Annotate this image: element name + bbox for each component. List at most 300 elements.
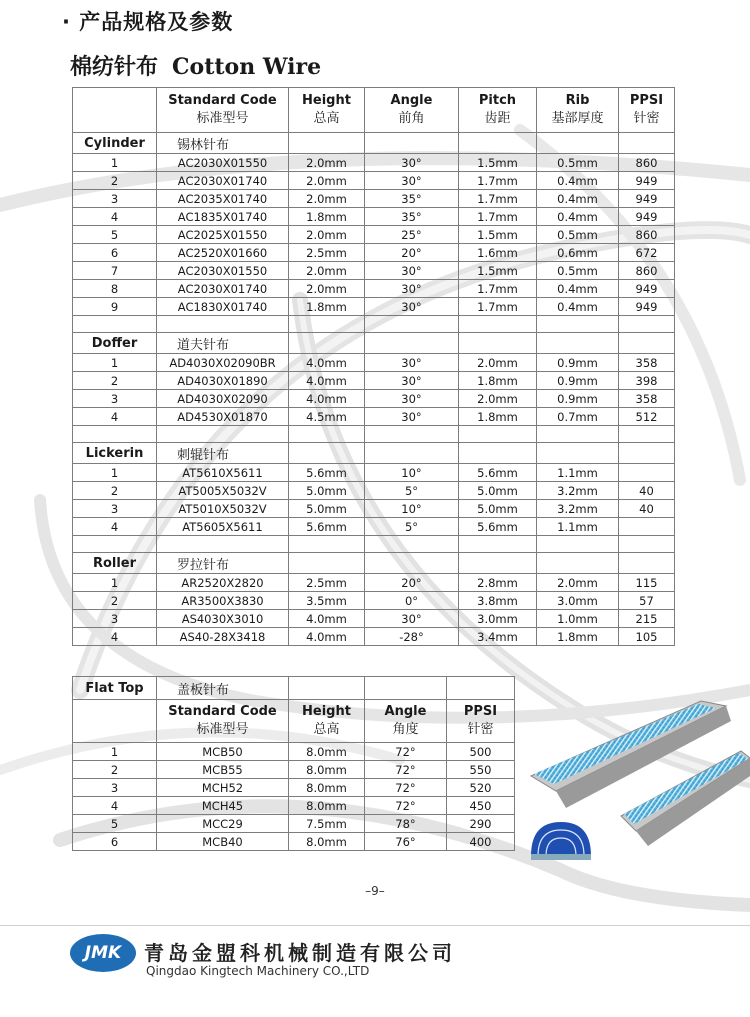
table-cell: 30° [365,262,459,280]
empty-cell [289,443,365,464]
table-row [73,761,515,779]
table-cell: 860 [619,262,675,280]
empty-cell [537,553,619,574]
table-cell: 3 [73,610,157,628]
table-row [73,797,515,815]
table-row [73,833,515,851]
table-row [73,298,675,316]
table-cell: 290 [447,815,515,833]
section-row [73,443,675,464]
table-cell: 57 [619,592,675,610]
header-cell [73,88,157,133]
empty-cell [289,333,365,354]
table-cell: AC2030X01740 [157,172,289,190]
header-label-cn: 针密 [633,111,660,126]
table-cell: MCB40 [157,833,289,851]
empty-cell [459,443,537,464]
table-cell: 0.9mm [537,372,619,390]
section-row [73,553,675,574]
table-row [73,208,675,226]
flat-top-spec-table [72,676,515,851]
company-logo: JMK [70,934,136,972]
table-cell: 30° [365,298,459,316]
table-cell: 2.5mm [289,574,365,592]
table-cell: 1 [73,743,157,761]
table-cell: 1.5mm [459,154,537,172]
empty-cell [619,553,675,574]
table-cell: 72° [365,779,447,797]
table-cell: 7.5mm [289,815,365,833]
table-row [73,190,675,208]
section-name-en: Doffer [73,333,157,354]
table-row [73,482,675,500]
table-cell: 105 [619,628,675,646]
table-cell: AC2035X01740 [157,190,289,208]
table-cell: AD4030X01890 [157,372,289,390]
table-row [73,592,675,610]
table-cell: 1.8mm [289,208,365,226]
table-cell: 3 [73,779,157,797]
header-label-en: Pitch [478,93,517,108]
header-label-cn: 针密 [467,722,494,737]
table-row [73,628,675,646]
table-cell: 2 [73,482,157,500]
table-cell: 2.0mm [289,154,365,172]
section-row [73,133,675,154]
table-cell: MCH45 [157,797,289,815]
section-name-cn: 罗拉针布 [157,553,289,574]
table-cell: 2.0mm [289,172,365,190]
table-cell: 0.5mm [537,154,619,172]
table-row [73,172,675,190]
table-cell: 2 [73,761,157,779]
empty-cell [459,133,537,154]
header-label-cn: 齿距 [484,111,511,126]
empty-cell [459,333,537,354]
empty-cell [537,133,619,154]
table-cell: 5 [73,226,157,244]
empty-cell [459,553,537,574]
table-cell: AC2520X01660 [157,244,289,262]
table-cell: 1.1mm [537,518,619,536]
table-cell: 4 [73,518,157,536]
table-row [73,779,515,797]
table-cell: AC2030X01550 [157,154,289,172]
table-cell: 0.4mm [537,298,619,316]
table-cell: 4.0mm [289,372,365,390]
empty-cell [619,536,675,553]
table-cell: 0.9mm [537,390,619,408]
table-cell: AD4030X02090 [157,390,289,408]
table-cell: 0.5mm [537,226,619,244]
footer-divider [0,925,750,926]
table-cell: 0.6mm [537,244,619,262]
header-label-en: PPSI [629,93,664,108]
table-cell: 20° [365,574,459,592]
header-cell [157,700,289,743]
table-cell: 3.0mm [537,592,619,610]
table-cell: 1 [73,154,157,172]
table-cell: 5.0mm [459,500,537,518]
table-row [73,408,675,426]
table-cell: 1.8mm [459,408,537,426]
table-cell: 1.0mm [537,610,619,628]
header-label-en: Standard Code [168,93,277,108]
table-cell: 5° [365,482,459,500]
table-cell: 1.1mm [537,464,619,482]
table-cell: AR3500X3830 [157,592,289,610]
table-cell: 35° [365,190,459,208]
table-row [73,815,515,833]
table-cell: 1.7mm [459,172,537,190]
table-cell: 5.6mm [289,518,365,536]
empty-cell [73,426,157,443]
empty-cell [619,426,675,443]
table-cell: MCH52 [157,779,289,797]
table-cell: 40 [619,482,675,500]
table-cell: 7 [73,262,157,280]
table-cell: MCC29 [157,815,289,833]
empty-cell [157,316,289,333]
table-cell: 4 [73,797,157,815]
section-name-en: Flat Top [73,677,157,700]
table-cell: 2 [73,172,157,190]
table-cell: 3.2mm [537,482,619,500]
table-cell: 2.0mm [289,190,365,208]
header-label-cn: 总高 [313,722,340,737]
table-cell: 1.5mm [459,226,537,244]
section-name-en: Lickerin [73,443,157,464]
table-cell: 115 [619,574,675,592]
table-cell: 512 [619,408,675,426]
table-cell: 0.4mm [537,208,619,226]
table-row [73,354,675,372]
table-cell: 358 [619,390,675,408]
table-cell: 1.7mm [459,280,537,298]
table-cell: 550 [447,761,515,779]
empty-cell [365,426,459,443]
table-cell: 5.6mm [459,464,537,482]
table-cell: 5.6mm [459,518,537,536]
table-cell: 3.2mm [537,500,619,518]
table-cell: 2.0mm [459,354,537,372]
table-cell: 5.6mm [289,464,365,482]
table-cell: AR2520X2820 [157,574,289,592]
table-cell: 40 [619,500,675,518]
table-cell: MCB50 [157,743,289,761]
table-cell: 10° [365,500,459,518]
table-cell: AC2030X01740 [157,280,289,298]
empty-cell [537,536,619,553]
table-row [73,280,675,298]
table-cell: 4.0mm [289,390,365,408]
table-cell: 0.9mm [537,354,619,372]
table-cell: 3.0mm [459,610,537,628]
table-cell: 30° [365,610,459,628]
table-cell: 5° [365,518,459,536]
empty-cell [459,536,537,553]
header-cell [157,88,289,133]
section-name-cn: 盖板针布 [157,677,289,700]
table-cell: 1.7mm [459,298,537,316]
table-cell: 1 [73,354,157,372]
table-cell: 2.5mm [289,244,365,262]
company-name-en: Qingdao Kingtech Machinery CO.,LTD [146,964,370,978]
empty-cell [619,316,675,333]
table-cell: 72° [365,743,447,761]
table-cell: 860 [619,154,675,172]
header-row [73,88,675,133]
table-cell: 25° [365,226,459,244]
table-cell: 8 [73,280,157,298]
header-label-cn: 前角 [398,111,425,126]
table-cell: 949 [619,280,675,298]
empty-cell [365,333,459,354]
header-cell [73,700,157,743]
table-cell: 949 [619,298,675,316]
empty-cell [619,133,675,154]
table-cell: 672 [619,244,675,262]
table-cell: 8.0mm [289,743,365,761]
table-row [73,464,675,482]
section-name-en: Cylinder [73,133,157,154]
empty-cell [73,316,157,333]
header-cell [289,700,365,743]
empty-cell [365,553,459,574]
empty-cell [289,677,365,700]
table-row [73,244,675,262]
table-cell: AC2030X01550 [157,262,289,280]
table-cell: 30° [365,390,459,408]
table-cell: 3.4mm [459,628,537,646]
table-cell: 5 [73,815,157,833]
table-cell: 0.5mm [537,262,619,280]
header-cell [289,88,365,133]
empty-cell [289,133,365,154]
table-cell: 30° [365,172,459,190]
table-cell: MCB55 [157,761,289,779]
header-label-en: Angle [384,704,427,719]
table-cell: AT5005X5032V [157,482,289,500]
table-cell: 3.5mm [289,592,365,610]
empty-cell [289,536,365,553]
header-label-en: Height [302,93,351,108]
header-label-en: PPSI [463,704,498,719]
header-label-cn: 基部厚度 [551,111,604,126]
empty-cell [365,316,459,333]
table-row [73,390,675,408]
table-cell: 30° [365,408,459,426]
table-cell: 0.7mm [537,408,619,426]
spacer-row [73,536,675,553]
empty-cell [289,426,365,443]
table-cell: 1 [73,574,157,592]
table-cell: 6 [73,244,157,262]
table-cell [619,464,675,482]
table-cell: 215 [619,610,675,628]
table-cell: AD4530X01870 [157,408,289,426]
empty-cell [365,443,459,464]
page-number: –9– [365,884,385,898]
empty-cell [619,443,675,464]
header-cell [365,700,447,743]
empty-cell [289,553,365,574]
table-cell: AC1830X01740 [157,298,289,316]
table-cell: 0.4mm [537,280,619,298]
table-cell: 5.0mm [289,482,365,500]
table-cell: 9 [73,298,157,316]
table-cell: 520 [447,779,515,797]
section-name-en: Roller [73,553,157,574]
table-cell: AS40-28X3418 [157,628,289,646]
empty-cell [459,426,537,443]
header-label-cn: 标准型号 [196,111,249,126]
header-label-en: Angle [390,93,433,108]
table-cell: 2 [73,372,157,390]
header-row [73,700,515,743]
table-cell: 2.0mm [537,574,619,592]
table-cell: 4 [73,208,157,226]
table-cell: 35° [365,208,459,226]
table-cell: 860 [619,226,675,244]
table-cell: 2 [73,592,157,610]
table-cell: AS4030X3010 [157,610,289,628]
table-cell: 1.6mm [459,244,537,262]
header-label-cn: 角度 [392,722,419,737]
table-cell: 4.0mm [289,610,365,628]
table-cell: 0° [365,592,459,610]
table-cell: 949 [619,190,675,208]
header-cell [459,88,537,133]
table-row [73,518,675,536]
table-cell: 1.8mm [537,628,619,646]
table-cell: 5.0mm [459,482,537,500]
section-row [73,333,675,354]
table-cell: 8.0mm [289,833,365,851]
table-cell: 398 [619,372,675,390]
empty-cell [289,316,365,333]
empty-cell [537,333,619,354]
header-label-cn: 总高 [313,111,340,126]
header-cell [447,700,515,743]
table-cell: 72° [365,797,447,815]
table-cell: 30° [365,354,459,372]
page-heading [70,50,321,81]
table-cell [619,518,675,536]
table-cell: 2.0mm [289,280,365,298]
empty-cell [365,133,459,154]
table-cell: 3 [73,190,157,208]
header-label-en: Rib [565,93,590,108]
table-row [73,226,675,244]
table-cell: 76° [365,833,447,851]
table-cell: 78° [365,815,447,833]
table-row [73,743,515,761]
table-cell: 3 [73,390,157,408]
flat-wire-product-illustration [526,696,750,866]
table-row [73,154,675,172]
empty-cell [537,426,619,443]
table-cell: 358 [619,354,675,372]
header-label-en: Standard Code [168,704,277,719]
empty-cell [73,536,157,553]
table-cell: 4.0mm [289,354,365,372]
section-name-cn: 道夫针布 [157,333,289,354]
table-cell: 8.0mm [289,797,365,815]
table-cell: 1.5mm [459,262,537,280]
table-cell: 4.5mm [289,408,365,426]
heading-cn: 棉纺针布 [70,55,159,80]
spacer-row [73,426,675,443]
section-title: · 产品规格及参数 [62,10,234,34]
table-cell: 8.0mm [289,761,365,779]
table-cell: 10° [365,464,459,482]
table-cell: 1.7mm [459,190,537,208]
table-cell: AT5010X5032V [157,500,289,518]
table-cell: 4.0mm [289,628,365,646]
table-cell: 30° [365,372,459,390]
table-row [73,372,675,390]
table-cell: 450 [447,797,515,815]
table-cell: AT5610X5611 [157,464,289,482]
table-row [73,500,675,518]
empty-cell [157,426,289,443]
table-row [73,610,675,628]
section-name-cn: 刺辊针布 [157,443,289,464]
cotton-wire-spec-table [72,87,675,646]
table-cell: 1.7mm [459,208,537,226]
table-cell: 30° [365,280,459,298]
section-name-cn: 锡林针布 [157,133,289,154]
table-cell: AT5605X5611 [157,518,289,536]
table-cell: 4 [73,408,157,426]
table-cell: 72° [365,761,447,779]
table-cell: -28° [365,628,459,646]
table-cell: 1.8mm [289,298,365,316]
section-row [73,677,515,700]
table-cell: AD4030X02090BR [157,354,289,372]
table-row [73,574,675,592]
table-cell: 400 [447,833,515,851]
empty-cell [365,536,459,553]
company-name-cn: 青岛金盟科机械制造有限公司 [144,941,456,965]
header-label-cn: 标准型号 [196,722,249,737]
table-cell: 30° [365,154,459,172]
empty-cell [157,536,289,553]
table-cell: 949 [619,208,675,226]
header-cell [619,88,675,133]
table-cell: 3 [73,500,157,518]
empty-cell [365,677,447,700]
header-label-en: Height [302,704,351,719]
table-cell: 949 [619,172,675,190]
table-cell: 6 [73,833,157,851]
empty-cell [619,333,675,354]
empty-cell [537,443,619,464]
table-cell: 1.8mm [459,372,537,390]
empty-cell [447,677,515,700]
table-cell: 0.4mm [537,172,619,190]
table-cell: AC2025X01550 [157,226,289,244]
table-cell: 4 [73,628,157,646]
table-cell: 2.0mm [459,390,537,408]
table-cell: 0.4mm [537,190,619,208]
empty-cell [459,316,537,333]
table-row [73,262,675,280]
spacer-row [73,316,675,333]
header-cell [365,88,459,133]
table-cell: AC1835X01740 [157,208,289,226]
